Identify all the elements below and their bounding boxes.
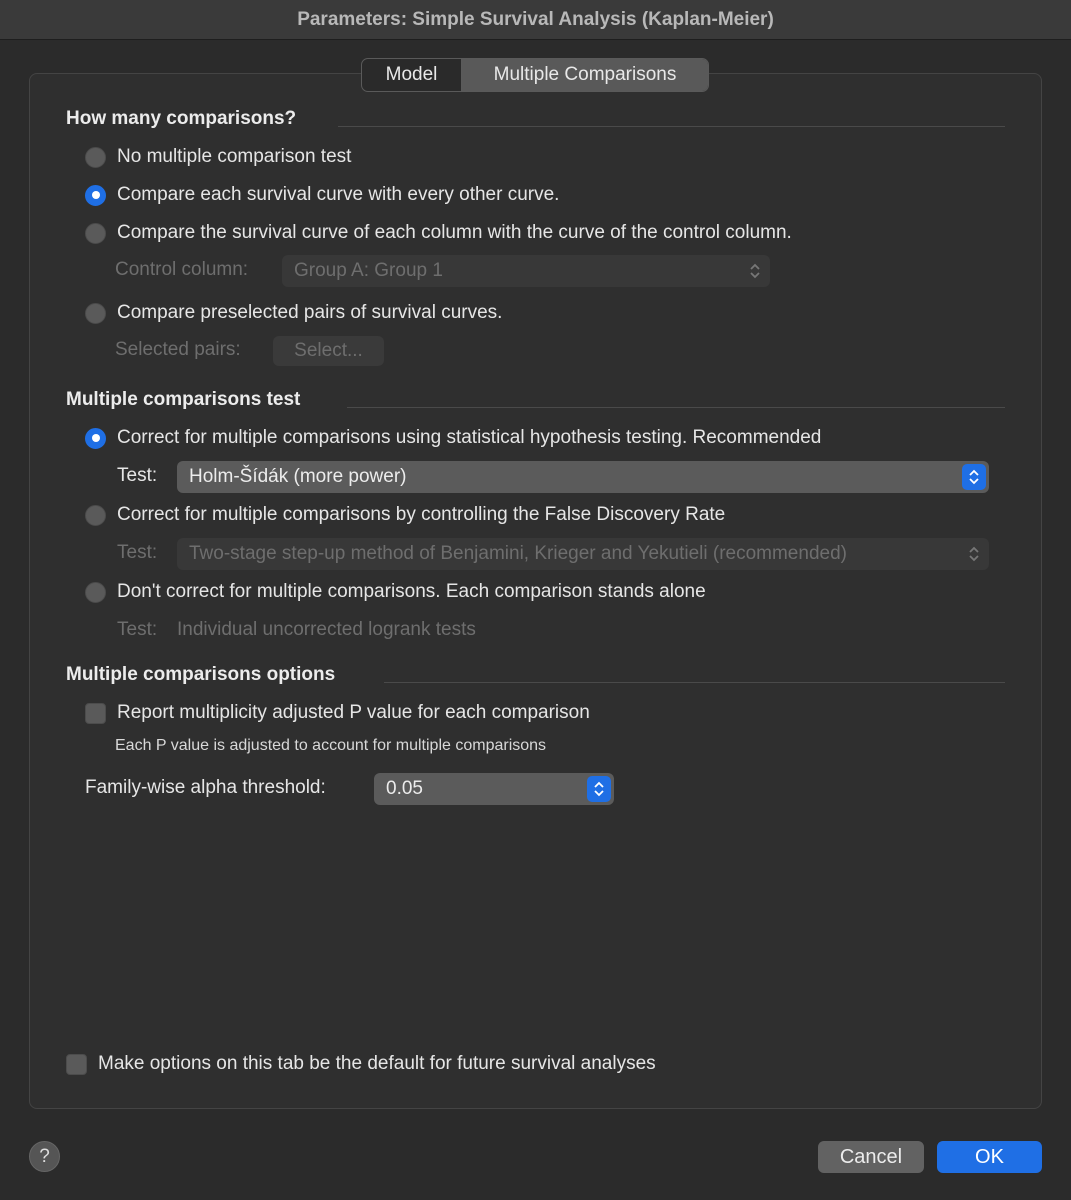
test-value: Holm-Šídák (more power) [189, 466, 407, 487]
control-column-value: Group A: Group 1 [294, 260, 443, 281]
radio-button[interactable] [85, 147, 106, 168]
radio-no-correction[interactable] [85, 580, 706, 604]
select-pairs-button[interactable]: Select... [273, 336, 384, 366]
radio-label: Compare each survival curve with every other curve. [117, 184, 560, 205]
radio-button[interactable] [85, 303, 106, 324]
radio-hypothesis-testing[interactable] [85, 426, 821, 450]
uncorrected-test-label: Test: [117, 619, 158, 640]
radio-button[interactable] [85, 505, 106, 526]
alpha-select[interactable] [374, 773, 614, 805]
checkbox-label: Make options on this tab be the default for future survival analyses [98, 1053, 656, 1074]
chevron-updown-icon [587, 776, 611, 802]
test-select[interactable] [177, 461, 989, 493]
tab-bar [361, 58, 709, 92]
report-adjusted-p-row[interactable] [85, 701, 590, 725]
radio-no-test[interactable] [85, 145, 351, 169]
selected-pairs-label: Selected pairs: [115, 339, 241, 360]
divider [347, 407, 1005, 408]
radio-label: Correct for multiple comparisons using statistical hypothesis testing. Recommended [117, 427, 822, 448]
options-heading: Multiple comparisons options [66, 664, 336, 685]
fdr-test-value: Two-stage step-up method of Benjamini, Krieger and Yekutieli (recommended) [189, 543, 847, 564]
tab-multiple-comparisons[interactable]: Multiple Comparisons [461, 59, 708, 91]
radio-label: Compare preselected pairs of survival curves. [117, 302, 503, 323]
radio-label: Correct for multiple comparisons by controlling the False Discovery Rate [117, 504, 726, 525]
chevron-updown-icon [962, 541, 986, 567]
window-title: Parameters: Simple Survival Analysis (Kaplan-Meier) [0, 0, 1071, 40]
radio-button[interactable] [85, 223, 106, 244]
test-label: Test: [117, 465, 158, 486]
radio-button[interactable] [85, 582, 106, 603]
control-column-select[interactable] [282, 255, 770, 287]
ok-button[interactable]: OK [937, 1141, 1042, 1173]
control-column-label: Control column: [115, 259, 249, 280]
alpha-value: 0.05 [386, 778, 423, 799]
radio-preselected-pairs[interactable] [85, 301, 502, 325]
help-button[interactable]: ? [29, 1141, 60, 1172]
radio-label: Don't correct for multiple comparisons. Each comparison stands alone [117, 581, 706, 602]
alpha-label: Family-wise alpha threshold: [85, 777, 326, 798]
chevron-updown-icon [743, 258, 767, 284]
radio-label: Compare the survival curve of each column with the curve of the control column. [117, 222, 792, 243]
radio-compare-control[interactable] [85, 221, 792, 245]
default-options-row[interactable] [66, 1052, 656, 1076]
tab-model[interactable]: Model [385, 64, 438, 85]
fdr-test-select[interactable] [177, 538, 989, 570]
divider [384, 682, 1005, 683]
divider [338, 126, 1005, 127]
report-note: Each P value is adjusted to account for multiple comparisons [115, 737, 547, 754]
cancel-button[interactable]: Cancel [818, 1141, 924, 1173]
how-many-heading: How many comparisons? [66, 108, 297, 129]
checkbox-label: Report multiplicity adjusted P value for each comparison [117, 702, 590, 723]
chevron-updown-icon [962, 464, 986, 490]
report-adjusted-p-checkbox[interactable] [85, 703, 106, 724]
radio-compare-all[interactable] [85, 183, 559, 207]
fdr-test-label: Test: [117, 542, 158, 563]
radio-fdr[interactable] [85, 503, 725, 527]
radio-button-selected[interactable] [85, 428, 106, 449]
default-options-checkbox[interactable] [66, 1054, 87, 1075]
test-heading: Multiple comparisons test [66, 389, 301, 410]
radio-button-selected[interactable] [85, 185, 106, 206]
radio-label: No multiple comparison test [117, 146, 352, 167]
uncorrected-test-value: Individual uncorrected logrank tests [177, 619, 476, 640]
